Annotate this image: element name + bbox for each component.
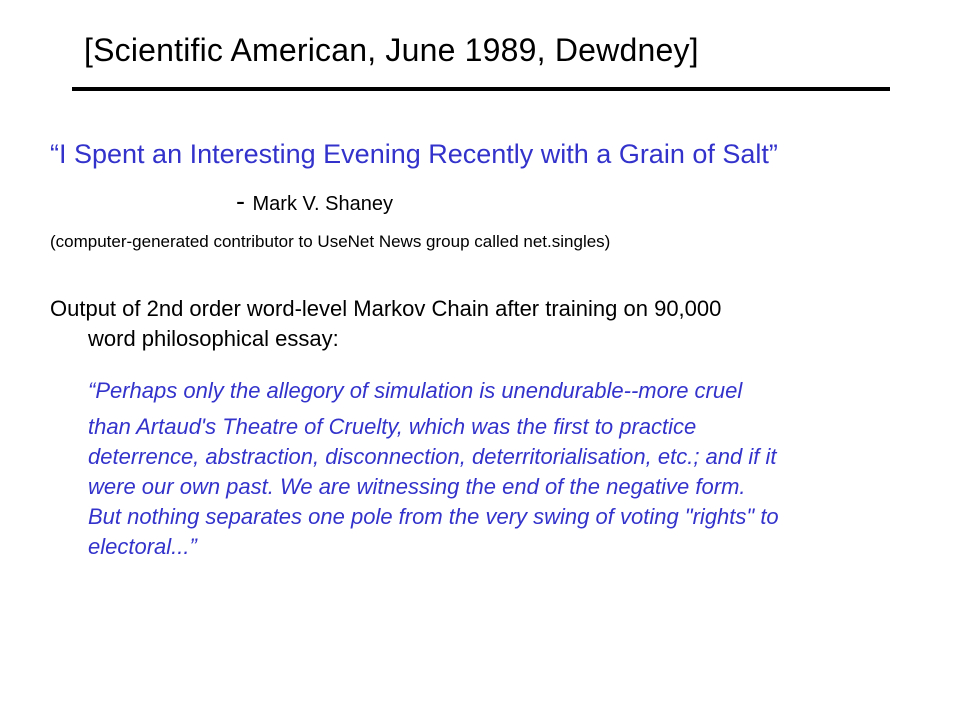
generated-excerpt [88, 376, 938, 562]
excerpt-line: were our own past. We are witnessing the end of the negative form. [88, 474, 746, 499]
author-note: (computer-generated contributor to UseNet News group called net.singles) [50, 232, 611, 251]
description [50, 294, 890, 354]
description-line-1: Output of 2nd order word-level Markov Chain after training on 90,000 [50, 296, 722, 321]
author-dash: - [236, 186, 253, 216]
author-name: Mark V. Shaney [252, 193, 393, 215]
slide-title: [Scientific American, June 1989, Dewdney] [84, 32, 699, 68]
excerpt-line: “Perhaps only the allegory of simulation is unendurable--more cruel [88, 378, 743, 403]
excerpt-line: deterrence, abstraction, disconnection, deterritorialisation, etc.; and if it [88, 444, 777, 469]
author-line [236, 184, 393, 223]
description-line-2: word philosophical essay: [88, 326, 339, 351]
excerpt-line: But nothing separates one pole from the very swing of voting "rights" to [88, 504, 779, 529]
quote-title: “I Spent an Interesting Evening Recently with a Grain of Salt” [50, 139, 778, 169]
excerpt-line: electoral...” [88, 534, 197, 559]
title-underline [72, 87, 890, 91]
excerpt-line: than Artaud's Theatre of Cruelty, which was the first to practice [88, 414, 697, 439]
